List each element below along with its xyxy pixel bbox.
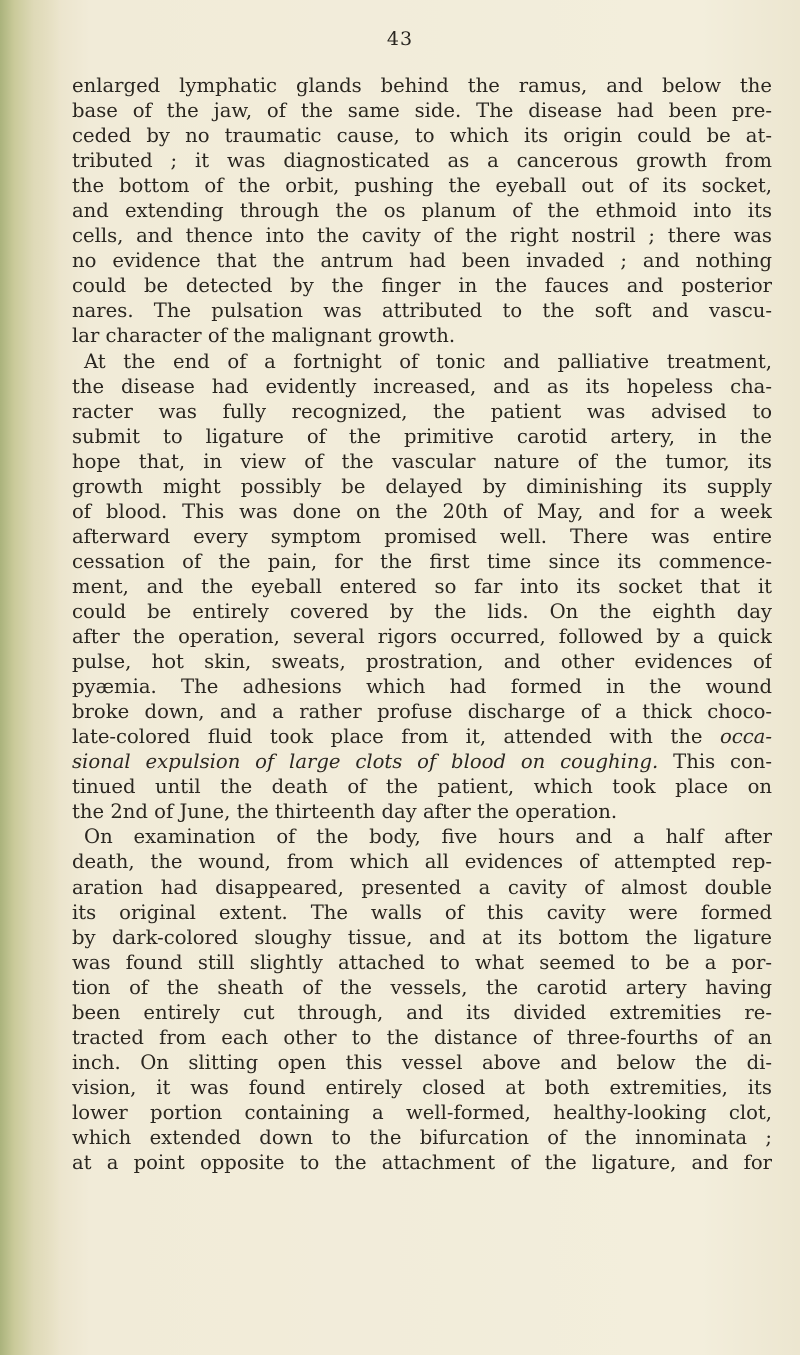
text-line-content: afterward every symptom promised well. There was entire (72, 524, 772, 548)
text-line-content: base of the jaw, of the same side. The disease had been pre- (72, 99, 772, 123)
text-line (72, 1150, 772, 1175)
text-line (72, 349, 772, 374)
text-line (72, 374, 772, 399)
text-line-content: growth might possibly be delayed by diminishing its supply (72, 474, 772, 498)
text-line (72, 298, 772, 323)
text-line (72, 599, 772, 624)
text-line (72, 449, 772, 474)
text-line-content: cells, and thence into the cavity of the right nostril ; there was (72, 224, 772, 248)
text-line (72, 975, 772, 1000)
text-line (72, 223, 772, 248)
text-line-content: At the end of a fortnight of tonic and palliative treatment, (84, 349, 772, 373)
text-line-content: no evidence that the antrum had been invaded ; and nothing (72, 249, 772, 273)
text-line (72, 699, 772, 724)
text-line-content: which extended down to the bifurcation of the innominata ; (72, 1125, 772, 1149)
text-line (72, 1100, 772, 1125)
text-line (72, 549, 772, 574)
text-line (72, 98, 772, 123)
text-line (72, 123, 772, 148)
text-line-content: submit to ligature of the primitive carotid artery, in the (72, 424, 772, 448)
text-line (72, 774, 772, 799)
text-line (72, 248, 772, 273)
text-line (72, 499, 772, 524)
text-line (72, 1025, 772, 1050)
text-line-content: tributed ; it was diagnosticated as a cancerous growth from (72, 149, 772, 173)
text-line (72, 1050, 772, 1075)
text-line-content: vision, it was found entirely closed at both extremities, its (72, 1075, 772, 1099)
text-line-content: pulse, hot skin, sweats, prostration, and other evidences of (72, 650, 772, 674)
text-line-content: racter was fully recognized, the patient was advised to (72, 399, 772, 423)
text-line (72, 674, 772, 699)
text-line-content: enlarged lymphatic glands behind the ramus, and below the (72, 74, 772, 97)
text-line (72, 950, 772, 975)
text-line (72, 198, 772, 223)
text-line (72, 900, 772, 925)
text-line (72, 273, 772, 298)
text-line (72, 649, 772, 674)
italic-text: sional expulsion of large clots of blood on coughing. (72, 750, 659, 774)
text-line-content: and extending through the os planum of the ethmoid into its (72, 199, 772, 223)
text-line (72, 875, 772, 900)
text-line (72, 624, 772, 649)
text-line-content: lower portion containing a well-formed, healthy-looking clot, (72, 1100, 772, 1124)
page-gutter-shadow (0, 0, 60, 1355)
text-line (72, 399, 772, 424)
text-line-content: tracted from each other to the distance of three-fourths of an (72, 1025, 772, 1049)
italic-text: occa- (719, 725, 772, 749)
text-line-content: the 2nd of June, the thirteenth day after the operation. (72, 800, 618, 824)
text-line-content: death, the wound, from which all evidences of attempted rep- (72, 850, 772, 874)
text-line-content: at a point opposite to the attachment of the ligature, and for (72, 1151, 772, 1175)
page-number: 43 (386, 28, 414, 50)
text-line-content: late-colored fluid took place from it, attended with the (72, 725, 703, 749)
text-line-content: by dark-colored sloughy tissue, and at its bottom the ligature (72, 925, 772, 949)
text-line-content: could be entirely covered by the lids. On the eighth day (72, 599, 772, 623)
text-line-content: cessation of the pain, for the first time since its commence- (72, 549, 772, 573)
text-line-content: its original extent. The walls of this cavity were formed (72, 900, 772, 924)
text-line-content: nares. The pulsation was attributed to the soft and vascu- (72, 299, 772, 323)
text-line-content: lar character of the malignant growth. (72, 324, 456, 348)
text-line-content: On examination of the body, five hours and a half after (84, 825, 772, 849)
text-line-content: inch. On slitting open this vessel above and below the di- (72, 1050, 772, 1074)
text-line (72, 724, 772, 749)
text-line-content: after the operation, several rigors occurred, followed by a quick (72, 625, 772, 649)
text-line-content: was found still slightly attached to what seemed to be a por- (72, 950, 772, 974)
text-line-content: the disease had evidently increased, and as its hopeless cha- (72, 374, 772, 398)
text-line (72, 824, 772, 849)
text-line-content: hope that, in view of the vascular nature of the tumor, its (72, 449, 772, 473)
text-line-content: tion of the sheath of the vessels, the carotid artery having (72, 975, 772, 999)
text-line-content: could be detected by the finger in the fauces and posterior (72, 274, 772, 298)
text-line (72, 524, 772, 549)
text-line (72, 148, 772, 173)
text-line (72, 1000, 772, 1025)
text-line (72, 849, 772, 874)
text-line-content: ceded by no traumatic cause, to which its origin could be at- (72, 124, 772, 148)
body-text (72, 73, 772, 1175)
text-line-continuation: This con- (658, 750, 772, 774)
text-line-content: tinued until the death of the patient, which took place on (72, 775, 772, 799)
text-line (72, 799, 772, 824)
text-line (72, 173, 772, 198)
text-line (72, 749, 772, 774)
text-line-content: of blood. This was done on the 20th of May, and for a week (72, 499, 772, 523)
text-line-content: aration had disappeared, presented a cavity of almost double (72, 875, 772, 899)
text-line (72, 574, 772, 599)
text-line-content: ment, and the eyeball entered so far into its socket that it (72, 574, 772, 598)
text-line-content: been entirely cut through, and its divided extremities re- (72, 1000, 772, 1024)
text-line-content: broke down, and a rather profuse discharge of a thick choco- (72, 700, 772, 724)
text-line (72, 73, 772, 98)
text-line-content: pyæmia. The adhesions which had formed in the wound (72, 675, 772, 699)
text-line (72, 424, 772, 449)
text-line (72, 1125, 772, 1150)
text-line (72, 474, 772, 499)
text-line (72, 323, 772, 348)
text-line (72, 925, 772, 950)
text-line-content: the bottom of the orbit, pushing the eyeball out of its socket, (72, 174, 772, 198)
text-line (72, 1075, 772, 1100)
